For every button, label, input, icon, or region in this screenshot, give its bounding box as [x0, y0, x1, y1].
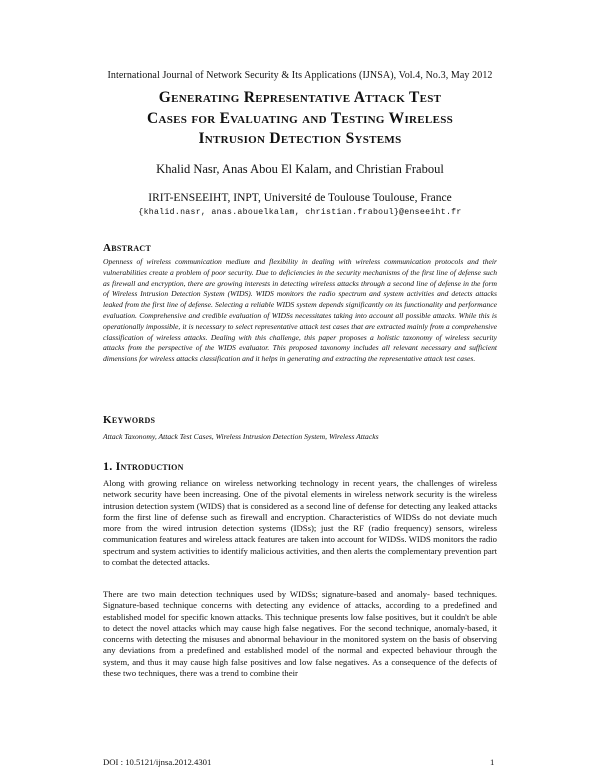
intro-paragraph-1: Along with growing reliance on wireless networking technology in recent years, the challenges of wireless network security have been increasing. One of the pivotal elements in wireless network security is the wireless intrusion detection system (WIDS) that is considered as a second line of defense for detecting any leaked attacks form the first line of defense such as firewall and encryption. Characteristics of WIDSs do not deviate much more from the wired intrusion detection systems (IDSs); just the RF (radio frequency) sensors, wireless communication features and wireless attack features are taken into account for WIDSs. WIDS monitors the radio spectrum and system activities to identify malicious activities, and then alerts the complementary prevention part to combat the detected attacks. [103, 478, 497, 568]
keywords-heading: Keywords [103, 414, 156, 426]
authors: Khalid Nasr, Anas Abou El Kalam, and Christian Fraboul [156, 162, 444, 176]
intro-paragraph-2: There are two main detection techniques used by WIDSs; signature-based and anomaly- based techniques. Signature-based technique concerns with detecting any evidence of attacks, according to a predefined and established model for specific known attacks. This technique presents low false positives, but it couldn't be able to detect the novel attacks which may cause high false negatives. For the second technique, anomaly-based, it concerns with detecting the misuses and abnormal behaviour in the monitored system on the basis of observing any deviations from a predefined and established model of the normal and expected behaviour through the system, and thus it may cause high false positives and low false negatives. As a consequence of the defects of these two techniques, there was a trend to combine their [103, 589, 497, 679]
affiliation: IRIT-ENSEEIHT, INPT, Université de Toulouse Toulouse, France [148, 192, 452, 204]
title-line-2: Cases for Evaluating and Testing Wireless [146, 109, 454, 127]
abstract-text: Openness of wireless communication medium and flexibility in dealing with wireless communication protocols and their vulnerabilities create a problem of poor security. Due to deficiencies in the security mechanisms of the first line of defense such as firewall and encryption, there are growing interests in detecting wireless attacks through a second line of defense in the form of Wireless Intrusion Detection System (WIDS). WIDS monitors the radio spectrum and system activities and detects attacks leaked from the first line of defense. Selecting a reliable WIDS system depends significantly on its functionality and performance evaluation. Comprehensive and credible evaluation of WIDSs necessitates taking into account all possible attacks. While this is operationally impossible, it is necessary to select representative attack test cases that are extracted mainly from a comprehensive classification of wireless attacks. Dealing with this challenge, this paper proposes a holistic taxonomy of wireless security attacks from the perspective of the WIDS evaluator. This proposed taxonomy includes all relevant necessary and sufficient dimensions for wireless attacks classification and it helps in generating and extracting the representative attack test cases. [103, 257, 497, 364]
journal-header: International Journal of Network Security & Its Applications (IJNSA), Vol.4, No.3, May 2012 [107, 70, 493, 81]
paper-title [60, 88, 540, 150]
title-line-1: Generating Representative Attack Test [158, 89, 442, 106]
abstract-heading: Abstract [103, 242, 152, 254]
footer-doi: DOI : 10.5121/ijnsa.2012.4301 [103, 757, 212, 767]
introduction-heading: 1. Introduction [103, 459, 184, 473]
page-number: 1 [490, 757, 495, 767]
keywords-text: Attack Taxonomy, Attack Test Cases, Wireless Intrusion Detection System, Wireless Attacks [103, 432, 379, 441]
title-line-3: Intrusion Detection Systems [198, 130, 402, 147]
author-emails: {khalid.nasr, anas.abouelkalam, christian.fraboul}@enseeiht.fr [138, 208, 462, 217]
